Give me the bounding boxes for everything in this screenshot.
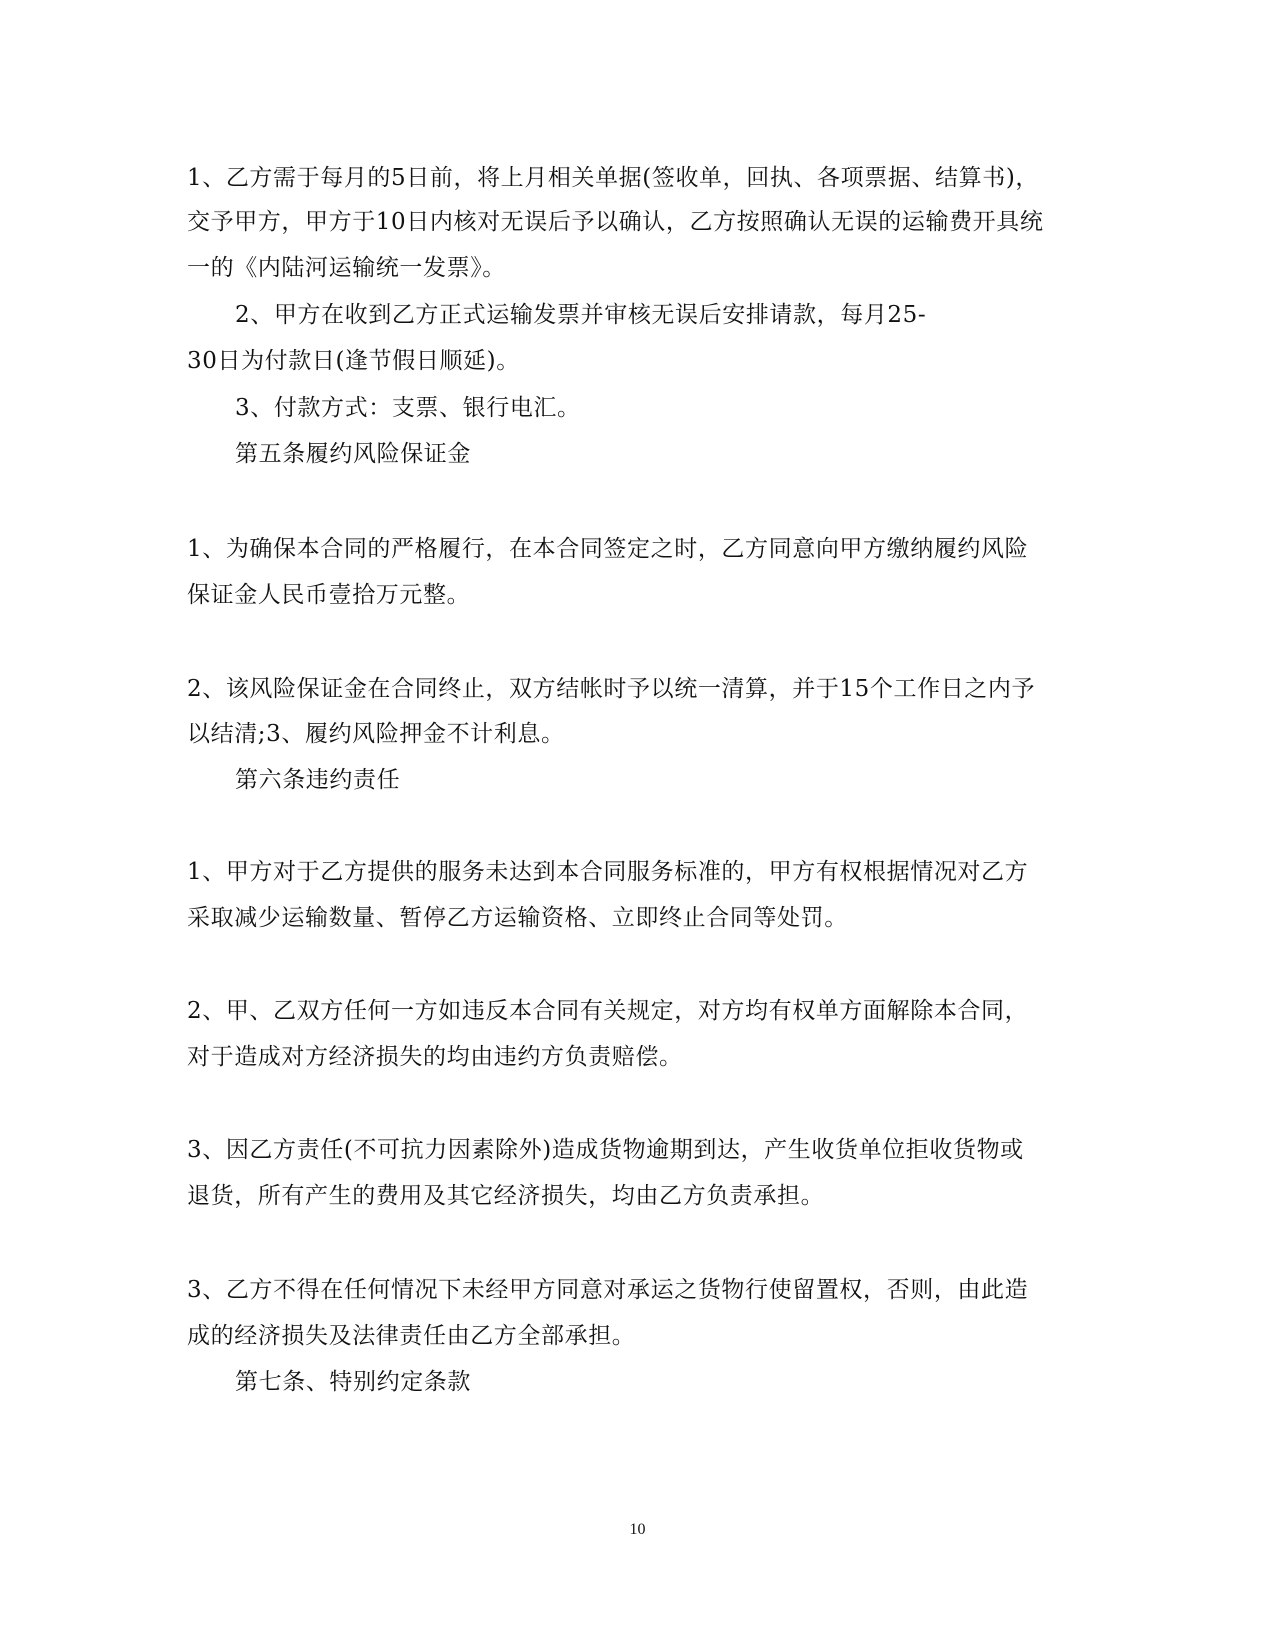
paragraph-line: 3、乙方不得在任何情况下未经甲方同意对承运之货物行使留置权，否则，由此造 — [187, 1277, 1029, 1303]
paragraph-line: 1、乙方需于每月的5日前，将上月相关单据(签收单，回执、各项票据、结算书)， — [187, 165, 1040, 191]
paragraph-line: 保证金人民币壹拾万元整。 — [187, 582, 471, 608]
page-number: 10 — [629, 1521, 646, 1538]
paragraph-line: 退货，所有产生的费用及其它经济损失，均由乙方负责承担。 — [187, 1183, 825, 1209]
paragraph-line: 1、甲方对于乙方提供的服务未达到本合同服务标准的，甲方有权根据情况对乙方 — [187, 859, 1029, 885]
paragraph-line: 30日为付款日(逢节假日顺延)。 — [187, 348, 520, 374]
paragraph-line: 2、甲方在收到乙方正式运输发票并审核无误后安排请款，每月25- — [235, 302, 927, 328]
paragraph-line: 3、付款方式：支票、银行电汇。 — [235, 395, 581, 421]
paragraph-line: 2、该风险保证金在合同终止，双方结帐时予以统一清算，并于15个工作日之内予 — [187, 676, 1036, 702]
section-heading: 第六条违约责任 — [235, 767, 401, 793]
paragraph-line: 一的《内陆河运输统一发票》。 — [187, 255, 506, 281]
paragraph-line: 交予甲方，甲方于10日内核对无误后予以确认，乙方按照确认无误的运输费开具统 — [187, 209, 1044, 235]
paragraph-line: 3、因乙方责任(不可抗力因素除外)造成货物逾期到达，产生收货单位拒收货物或 — [187, 1137, 1024, 1163]
paragraph-line: 对于造成对方经济损失的均由违约方负责赔偿。 — [187, 1044, 683, 1070]
paragraph-line: 成的经济损失及法律责任由乙方全部承担。 — [187, 1323, 636, 1349]
paragraph-line: 2、甲、乙双方任何一方如违反本合同有关规定，对方均有权单方面解除本合同， — [187, 998, 1029, 1024]
paragraph-line: 以结清;3、履约风险押金不计利息。 — [187, 721, 565, 747]
paragraph-line: 采取减少运输数量、暂停乙方运输资格、立即终止合同等处罚。 — [187, 905, 848, 931]
section-heading: 第五条履约风险保证金 — [235, 441, 471, 467]
paragraph-line: 1、为确保本合同的严格履行，在本合同签定之时，乙方同意向甲方缴纳履约风险 — [187, 536, 1029, 562]
section-heading: 第七条、特别约定条款 — [235, 1369, 471, 1395]
